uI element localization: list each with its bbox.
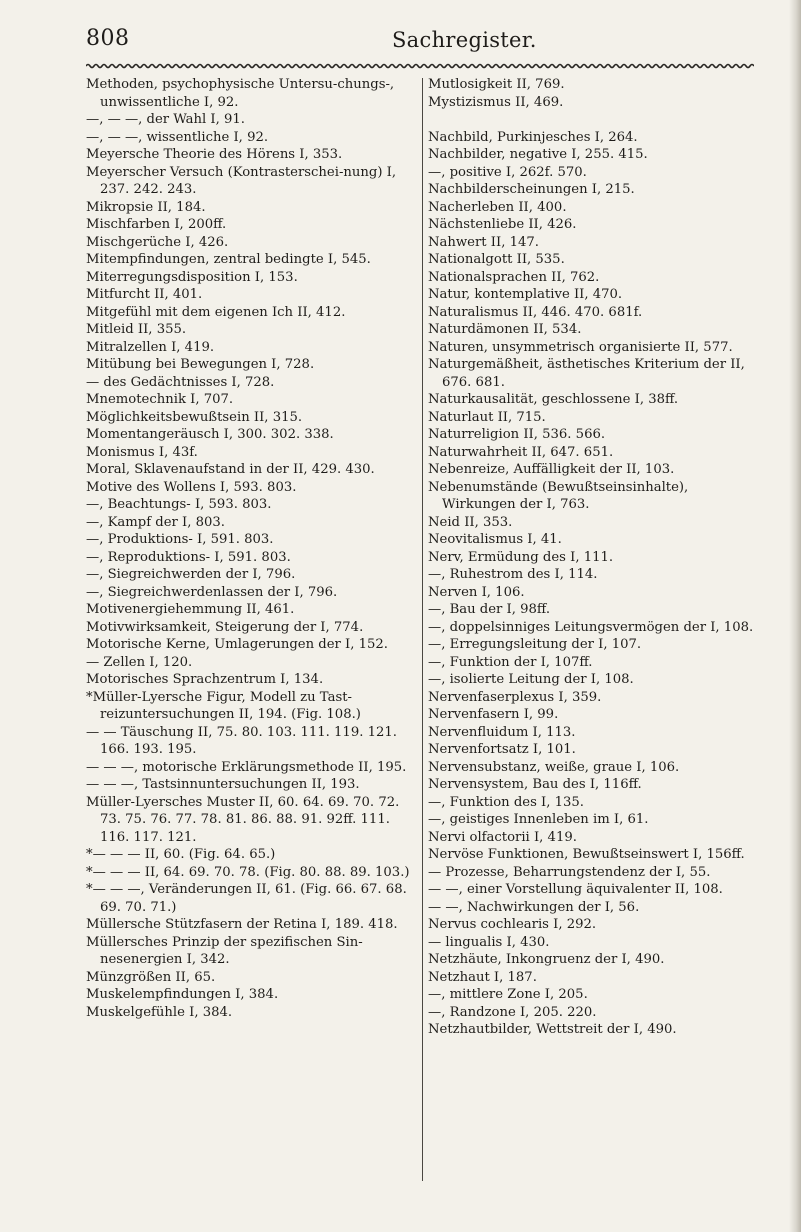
- index-entry: Motivwirksamkeit, Steigerung der I, 774.: [86, 619, 364, 635]
- index-entry: *Müller-Lyersche Figur, Modell zu Tast-reizuntersuchungen II, 194. (Fig. 108.): [86, 689, 361, 722]
- index-entry: Netzhäute, Inkongruenz der I, 490.: [428, 952, 665, 967]
- index-entry: —, Siegreichwerdenlassen der I, 796.: [86, 584, 338, 600]
- index-entry: Neovitalismus I, 41.: [428, 532, 562, 547]
- index-entry: — — Täuschung II, 75. 80. 103. 111. 119. 121. 166. 193. 195.: [86, 724, 397, 757]
- index-entry: Methoden, psychophysische Untersu-chungs-, unwissentliche I, 92.: [86, 77, 395, 110]
- index-column-left: [86, 76, 420, 1021]
- index-entry: — Prozesse, Beharrungstendenz der I, 55.: [428, 864, 711, 880]
- index-entry: — — —, motorische Erklärungsmethode II, 195.: [86, 759, 407, 775]
- index-entry: Nationalgott II, 535.: [428, 252, 565, 267]
- index-entry: Neid II, 353.: [428, 514, 513, 530]
- index-entry: —, mittlere Zone I, 205.: [428, 987, 588, 1002]
- index-entry: Nervenfaserplexus I, 359.: [428, 689, 602, 705]
- index-entry: —, Produktions- I, 591. 803.: [86, 532, 274, 547]
- index-entry: —, Bau der I, 98ff.: [428, 602, 551, 617]
- index-entry: — — —, Tastsinnuntersuchungen II, 193.: [86, 777, 360, 792]
- index-entry: —, geistiges Innenleben im I, 61.: [428, 812, 649, 827]
- index-entry: —, Beachtungs- I, 593. 803.: [86, 497, 272, 512]
- index-entry: Nacherleben II, 400.: [428, 199, 567, 215]
- index-entry: Motorische Kerne, Umlagerungen der I, 152.: [86, 637, 388, 652]
- index-entry: Motivenergiehemmung II, 461.: [86, 602, 295, 617]
- index-entry: Münzgrößen II, 65.: [86, 969, 216, 985]
- index-entry: Natur, kontemplative II, 470.: [428, 287, 623, 302]
- index-entry: Nebenumstände (Bewußtseinsinhalte), Wirkungen der I, 763.: [428, 479, 689, 512]
- index-entry: Mikropsie II, 184.: [86, 199, 206, 215]
- index-entry: Müllersches Prinzip der spezifischen Sin-nesenergien I, 342.: [86, 934, 363, 967]
- running-title: Sachregister.: [392, 28, 537, 52]
- index-entry: — lingualis I, 430.: [428, 934, 550, 950]
- index-entry: *— — — II, 60. (Fig. 64. 65.): [86, 847, 276, 862]
- index-entry: Monismus I, 43f.: [86, 444, 198, 460]
- index-entry: Muskelgefühle I, 384.: [86, 1004, 233, 1020]
- index-group-m-end: [428, 76, 762, 111]
- index-entry: —, Ruhestrom des I, 114.: [428, 567, 598, 582]
- index-entry: Nervenfortsatz I, 101.: [428, 742, 576, 757]
- index-entry: Mitgefühl mit dem eigenen Ich II, 412.: [86, 304, 346, 320]
- index-entry: Nerven I, 106.: [428, 584, 525, 600]
- index-entry: —, — —, wissentliche I, 92.: [86, 129, 269, 145]
- index-entry: Nerv, Ermüdung des I, 111.: [428, 549, 614, 565]
- index-entry: Mitfurcht II, 401.: [86, 287, 203, 302]
- index-entry: Nervenfluidum I, 113.: [428, 724, 576, 740]
- index-entry: Mitempfindungen, zentral bedingte I, 545.: [86, 252, 371, 267]
- index-entry: Netzhautbilder, Wettstreit der I, 490.: [428, 1022, 677, 1037]
- index-entry: Naturen, unsymmetrisch organisierte II, 577.: [428, 339, 733, 355]
- index-entry: Nächstenliebe II, 426.: [428, 217, 577, 232]
- section-gap: [428, 111, 762, 129]
- index-entry: —, Erregungsleitung der I, 107.: [428, 637, 642, 652]
- index-entry: Meyerscher Versuch (Kontrasterschei-nung) I, 237. 242. 243.: [86, 164, 397, 197]
- index-entry: Nationalsprachen II, 762.: [428, 269, 600, 285]
- index-column-right: [428, 76, 762, 1039]
- index-entry: *— — —, Veränderungen II, 61. (Fig. 66. 67. 68. 69. 70. 71.): [86, 882, 407, 915]
- index-entry: Naturgemäßheit, ästhetisches Kriterium der II, 676. 681.: [428, 357, 745, 390]
- index-entry: Nervensystem, Bau des I, 116ff.: [428, 777, 642, 792]
- index-entry: Muskelempfindungen I, 384.: [86, 987, 279, 1002]
- index-entry: Naturlaut II, 715.: [428, 409, 546, 425]
- index-entry: Mitleid II, 355.: [86, 322, 187, 337]
- index-entry: Motorisches Sprachzentrum I, 134.: [86, 672, 324, 687]
- index-entry: — —, einer Vorstellung äquivalenter II, 108.: [428, 882, 723, 897]
- index-entry: Nachbilderscheinungen I, 215.: [428, 182, 635, 197]
- index-entry: — —, Nachwirkungen der I, 56.: [428, 899, 640, 915]
- index-entry: Nachbilder, negative I, 255. 415.: [428, 147, 648, 162]
- index-entry: Moral, Sklavenaufstand in der II, 429. 430.: [86, 462, 375, 477]
- index-entry: Momentangeräusch I, 300. 302. 338.: [86, 427, 334, 442]
- index-entry: Naturreligion II, 536. 566.: [428, 427, 606, 442]
- index-entry: —, Funktion des I, 135.: [428, 794, 585, 810]
- index-entry: —, Funktion der I, 107ff.: [428, 654, 593, 670]
- index-entry: Motive des Wollens I, 593. 803.: [86, 479, 297, 495]
- index-group-n: [428, 129, 762, 1039]
- index-entry: —, — —, der Wahl I, 91.: [86, 112, 246, 127]
- index-entry: Mystizismus II, 469.: [428, 94, 564, 110]
- index-entry: Mnemotechnik I, 707.: [86, 392, 234, 407]
- index-entry: Müllersche Stützfasern der Retina I, 189. 418.: [86, 917, 398, 932]
- index-entry: Nachbild, Purkinjesches I, 264.: [428, 129, 638, 145]
- index-entry: Mitübung bei Bewegungen I, 728.: [86, 357, 315, 372]
- index-entry: —, Siegreichwerden der I, 796.: [86, 567, 296, 582]
- index-entry: Mischgerüche I, 426.: [86, 234, 229, 250]
- page-edge-shadow: [789, 0, 801, 1232]
- index-entry: Nervöse Funktionen, Bewußtseinswert I, 156ff.: [428, 847, 745, 862]
- index-entry: *— — — II, 64. 69. 70. 78. (Fig. 80. 88. 89. 103.): [86, 864, 410, 880]
- index-entry: Mitralzellen I, 419.: [86, 339, 215, 355]
- index-entry: Nervi olfactorii I, 419.: [428, 829, 577, 845]
- index-entry: Nebenreize, Auffälligkeit der II, 103.: [428, 462, 675, 477]
- index-entry: Naturalismus II, 446. 470. 681f.: [428, 304, 643, 320]
- index-entry: —, Reproduktions- I, 591. 803.: [86, 549, 291, 565]
- index-entry: Naturdämonen II, 534.: [428, 322, 582, 337]
- index-entry: Nervus cochlearis I, 292.: [428, 917, 597, 932]
- index-entry: Naturwahrheit II, 647. 651.: [428, 444, 614, 460]
- index-entry: Mischfarben I, 200ff.: [86, 217, 227, 232]
- index-entry: Netzhaut I, 187.: [428, 969, 537, 985]
- index-entry: — Zellen I, 120.: [86, 654, 193, 670]
- index-entry: Miterregungsdisposition I, 153.: [86, 269, 298, 285]
- wavy-rule: [86, 61, 754, 71]
- index-entry: —, Randzone I, 205. 220.: [428, 1004, 597, 1020]
- index-entry: — des Gedächtnisses I, 728.: [86, 374, 275, 390]
- index-entry: Möglichkeitsbewußtsein II, 315.: [86, 409, 303, 425]
- index-entry: Müller-Lyersches Muster II, 60. 64. 69. 70. 72. 73. 75. 76. 77. 78. 81. 86. 88. 91. 92ff. 111. 116. 117. 121.: [86, 794, 400, 845]
- index-entry: Nahwert II, 147.: [428, 234, 539, 250]
- index-entry: —, positive I, 262f. 570.: [428, 164, 587, 180]
- index-entry: —, isolierte Leitung der I, 108.: [428, 672, 634, 687]
- index-entry: Meyersche Theorie des Hörens I, 353.: [86, 147, 343, 162]
- index-entry: —, Kampf der I, 803.: [86, 514, 226, 530]
- index-entry: Nervensubstanz, weiße, graue I, 106.: [428, 759, 680, 775]
- index-entry: —, doppelsinniges Leitungsvermögen der I, 108.: [428, 619, 754, 635]
- column-divider: [422, 78, 423, 1181]
- index-entry: Mutlosigkeit II, 769.: [428, 77, 565, 92]
- index-entry: Naturkausalität, geschlossene I, 38ff.: [428, 392, 679, 407]
- page-number: 808: [86, 26, 130, 51]
- index-entry: Nervenfasern I, 99.: [428, 707, 559, 722]
